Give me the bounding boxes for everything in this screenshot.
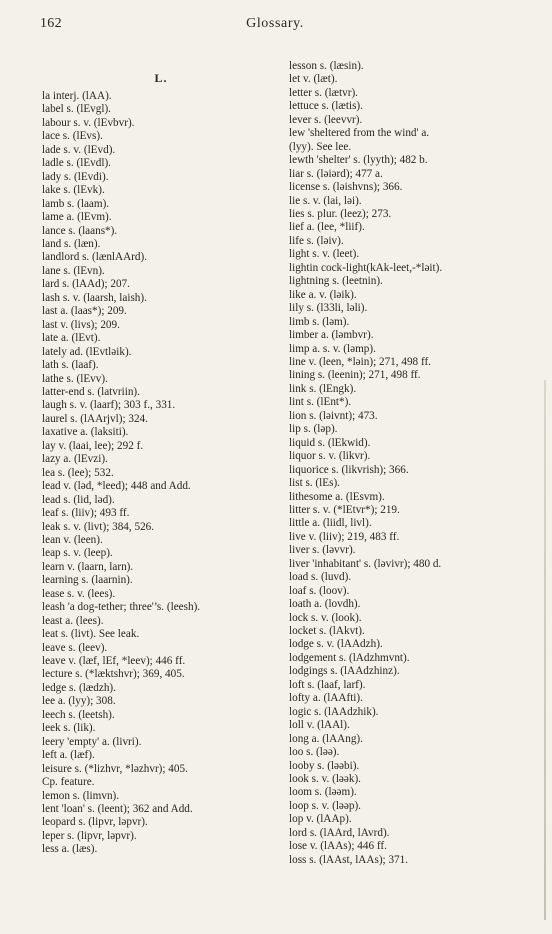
glossary-entry: liver s. (ləvvr). [289, 544, 356, 557]
page-header [40, 14, 510, 36]
glossary-entry: lake s. (lEvk). [42, 184, 105, 197]
glossary-entry: looby s. (ləəbi). [289, 759, 360, 772]
glossary-entry: learn v. (laarn, larn). [42, 560, 134, 573]
glossary-entry: liar s. (ləiərd); 477 a. [289, 167, 383, 180]
glossary-entry: let v. (læt). [289, 73, 338, 86]
glossary-entry: lop v. (lAAp). [289, 813, 352, 826]
running-head: Glossary. [246, 16, 304, 31]
glossary-entry: lemon s. (limvn). [42, 789, 120, 802]
glossary-entry: liquor s. v. (likvr). [289, 450, 371, 463]
glossary-entry: line v. (leen, *ləin); 271, 498 ff. [289, 355, 431, 368]
glossary-entry: lade s. v. (lEvd). [42, 143, 116, 156]
glossary-entry: laugh s. v. (laarf); 303 f., 331. [42, 399, 176, 412]
glossary-entry: lesson s. (læsin). [289, 60, 364, 72]
glossary-entry: loo s. (ləə). [289, 746, 340, 759]
glossary-entry: lee a. (lyy); 308. [42, 695, 116, 708]
glossary-entry: loll v. (lAAl). [289, 719, 350, 732]
glossary-entry: limber a. (ləmbvr). [289, 329, 374, 342]
glossary-entry: lettuce s. (lætis). [289, 100, 363, 113]
glossary-entry: leave v. (læf, lEf, *leev); 446 ff. [42, 655, 186, 668]
glossary-entry: leery 'empty' a. (livri). [42, 735, 142, 748]
glossary-entry: lane s. (lEvn). [42, 264, 105, 277]
glossary-entry: (lyy). See lee. [289, 140, 352, 153]
glossary-entry: last a. (laas*); 209. [42, 305, 127, 318]
glossary-entry: list s. (lEs). [289, 477, 340, 490]
glossary-entry: lie s. v. (lai, ləi). [289, 194, 362, 207]
glossary-entry: loss s. (lAAst, lAAs); 371. [289, 853, 409, 866]
glossary-column-left [42, 72, 280, 857]
glossary-entry: lea s. (lee); 532. [42, 466, 114, 479]
glossary-column-right [289, 60, 539, 867]
glossary-entry: lath s. (laaf). [42, 359, 99, 372]
glossary-entry: liquorice s. (likvrish); 366. [289, 463, 409, 476]
glossary-entry: lent 'loan' s. (leent); 362 and Add. [42, 803, 193, 816]
glossary-entry: land s. (læn). [42, 237, 101, 250]
glossary-entry: lace s. (lEvs). [42, 130, 103, 143]
glossary-entry: leek s. (lik). [42, 722, 96, 735]
glossary-entry: lame a. (lEvm). [42, 211, 112, 224]
glossary-entry: lion s. (ləivnt); 473. [289, 409, 378, 422]
glossary-entry: Cp. feature. [42, 776, 95, 789]
glossary-entry: locket s. (lAkvt). [289, 625, 365, 638]
glossary-entry: laxative a. (laksiti). [42, 426, 129, 439]
glossary-entry: limb s. (ləm). [289, 315, 350, 328]
glossary-entry: leat s. (livt). See leak. [42, 628, 140, 641]
glossary-entry: least a. (lees). [42, 614, 104, 627]
glossary-entry: liquid s. (lEkwid). [289, 436, 371, 449]
glossary-entry: leopard s. (lipvr, ləpvr). [42, 816, 148, 829]
glossary-entry: lecture s. (*læktshvr); 369, 405. [42, 668, 185, 681]
glossary-entry: leech s. (leetsh). [42, 708, 115, 721]
glossary-entry: lily s. (l33li, ləli). [289, 302, 368, 315]
glossary-entry: ladle s. (lEvdl). [42, 157, 111, 170]
glossary-entry: lever s. (leevvr). [289, 113, 363, 126]
glossary-entry: landlord s. (lænlAArd). [42, 251, 148, 264]
glossary-entry: limp a. s. v. (ləmp). [289, 342, 376, 355]
glossary-entry: lard s. (lAAd); 207. [42, 278, 130, 291]
glossary-entry: last v. (livs); 209. [42, 318, 120, 331]
glossary-entry: lead v. (ləd, *leed); 448 and Add. [42, 480, 191, 493]
glossary-entry: label s. (lEvgl). [42, 103, 111, 116]
glossary-entry: lance s. (laans*). [42, 224, 118, 237]
glossary-entry: lightin cock-light(kAk-leet,-*ləit). [289, 261, 443, 274]
glossary-entry: leave s. (leev). [42, 641, 108, 654]
glossary-entry: lining s. (leenin); 271, 498 ff. [289, 369, 421, 382]
glossary-entry: lightning s. (leetnin). [289, 275, 383, 288]
glossary-entry: lies s. plur. (leez); 273. [289, 207, 392, 220]
glossary-entry: lock s. v. (look). [289, 611, 362, 624]
glossary-entry: lithesome a. (lEsvm). [289, 490, 385, 503]
glossary-entry: lofty a. (lAAfti). [289, 692, 363, 705]
glossary-entry: lately ad. (lEvtləik). [42, 345, 132, 358]
page-number: 162 [40, 16, 62, 31]
glossary-entry: loft s. (laaf, larf). [289, 678, 366, 691]
glossary-entry: late a. (lEvt). [42, 332, 101, 345]
glossary-entry: lash s. v. (laarsh, laish). [42, 291, 147, 304]
glossary-entry: leper s. (lipvr, ləpvr). [42, 829, 137, 842]
glossary-entry: liver 'inhabitant' s. (ləvivr); 480 d. [289, 557, 442, 570]
glossary-entry: litter s. v. (*lEtvr*); 219. [289, 503, 400, 516]
glossary-entry: lead s. (lid, ləd). [42, 493, 115, 506]
glossary-entry: leash 'a dog-tether; three'’s. (leesh). [42, 601, 201, 614]
glossary-entry: lathe s. (lEvv). [42, 372, 108, 385]
glossary-entry: left a. (læf). [42, 749, 95, 762]
glossary-entry: loom s. (ləəm). [289, 786, 357, 799]
glossary-entry: leisure s. (*lizhvr, *ləzhvr); 405. [42, 762, 188, 775]
glossary-entry: loath a. (lovdh). [289, 598, 361, 611]
glossary-entry: link s. (lEngk). [289, 382, 357, 395]
glossary-entry: lamb s. (laam). [42, 197, 110, 210]
glossary-entry: leak s. v. (livt); 384, 526. [42, 520, 155, 533]
glossary-entry: loaf s. (loov). [289, 584, 350, 597]
glossary-entry: lew 'sheltered from the wind' a. [289, 127, 430, 140]
glossary-entry: loop s. v. (ləəp). [289, 799, 361, 812]
glossary-entry: long a. (lAAng). [289, 732, 363, 745]
glossary-entry: letter s. (lætvr). [289, 86, 358, 99]
glossary-entry: lay v. (laai, lee); 292 f. [42, 439, 144, 452]
glossary-entry: lief a. (lee, *liif). [289, 221, 365, 234]
page-edge-shadow [544, 380, 546, 920]
glossary-entry: lewth 'shelter' s. (lyyth); 482 b. [289, 154, 428, 167]
glossary-entry: little a. (liidl, livl). [289, 517, 372, 530]
glossary-entry: light s. v. (leet). [289, 248, 360, 261]
glossary-entry: lodgings s. (lAAdzhinz). [289, 665, 400, 678]
glossary-entry: like a. v. (ləik). [289, 288, 357, 301]
glossary-entry: lint s. (lEnt*). [289, 396, 352, 409]
glossary-entry: la interj. (lAA). [42, 90, 112, 102]
glossary-entry: lodgement s. (lAdzhmvnt). [289, 651, 410, 664]
glossary-entry: laurel s. (lAArjvl); 324. [42, 412, 148, 425]
glossary-entry: life s. (ləiv). [289, 234, 344, 247]
glossary-entry: labour s. v. (lEvbvr). [42, 116, 135, 129]
glossary-entry: lean v. (leen). [42, 533, 103, 546]
glossary-entry: load s. (luvd). [289, 571, 352, 584]
glossary-entry: ledge s. (lædzh). [42, 681, 116, 694]
section-letter: L. [154, 71, 168, 85]
glossary-entry: lord s. (lAArd, lAvrd). [289, 826, 390, 839]
glossary-entry: live v. (liiv); 219, 483 ff. [289, 530, 400, 543]
glossary-entry: license s. (ləishvns); 366. [289, 181, 403, 194]
glossary-entry: lodge s. v. (lAAdzh). [289, 638, 383, 651]
glossary-entry: leaf s. (liiv); 493 ff. [42, 507, 130, 520]
glossary-entry: lease s. v. (lees). [42, 587, 116, 600]
glossary-entry: learning s. (laarnin). [42, 574, 133, 587]
glossary-entry: lose v. (lAAs); 446 ff. [289, 840, 387, 853]
glossary-entry: lady s. (lEvdi). [42, 170, 109, 183]
glossary-entry: lazy a. (lEvzi). [42, 453, 108, 466]
glossary-entry: logic s. (lAAdzhik). [289, 705, 379, 718]
glossary-entry: leap s. v. (leep). [42, 547, 113, 560]
glossary-entry: latter-end s. (latvriin). [42, 385, 140, 398]
glossary-entry: look s. v. (ləək). [289, 773, 361, 786]
glossary-entry: less a. (læs). [42, 843, 98, 856]
glossary-entry: lip s. (ləp). [289, 423, 338, 436]
